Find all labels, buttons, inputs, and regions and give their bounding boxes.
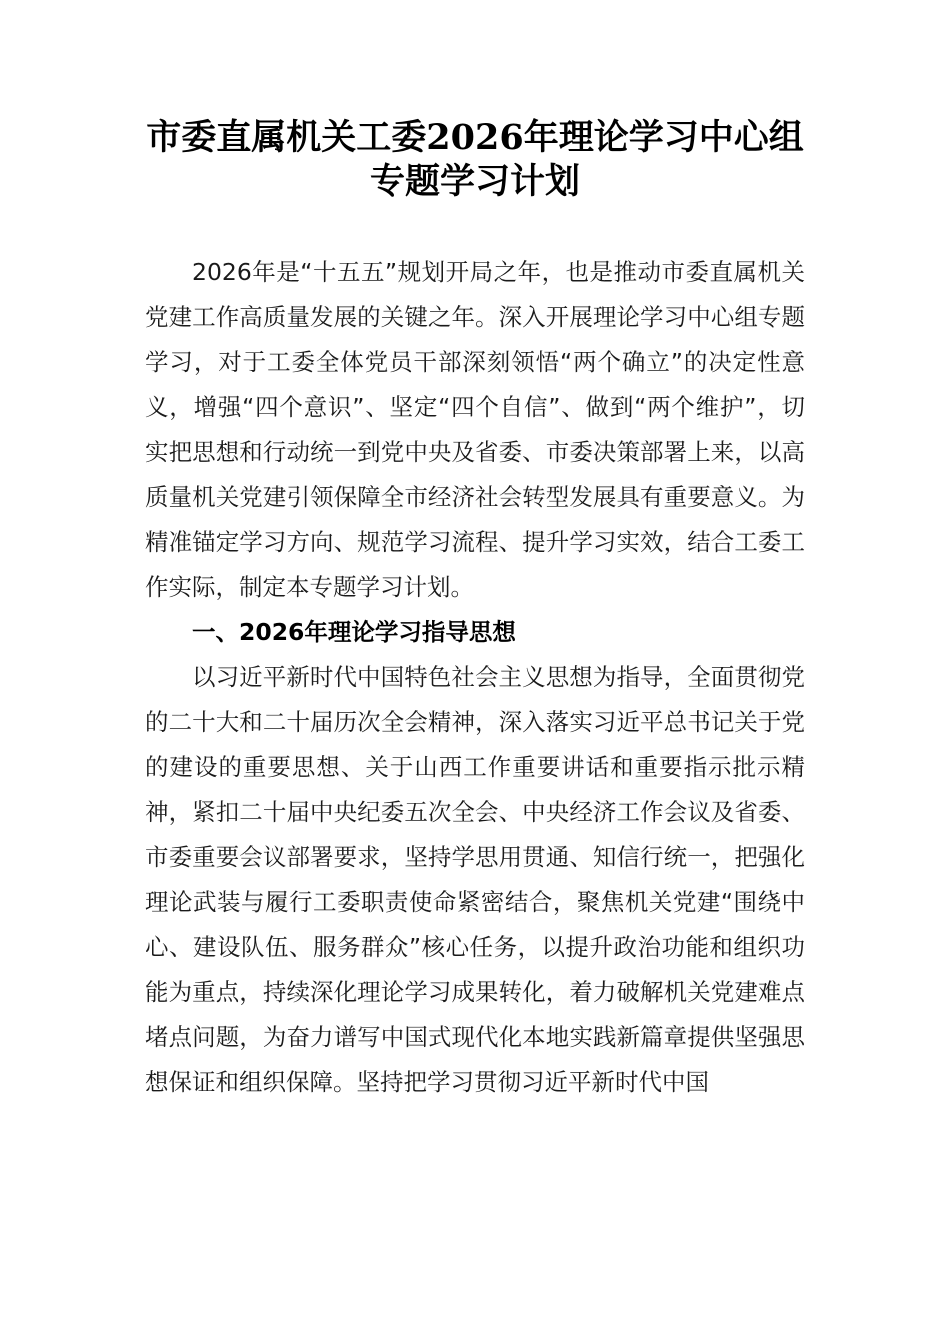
section-1-paragraph: 以习近平新时代中国特色社会主义思想为指导，全面贯彻党的二十大和二十届历次全会精神，深入落实习近平总书记关于党的建设的重要思想、关于山西工作重要讲话和重要指示批示精神，紧扣二十届中央纪委五次全会、中央经济工作会议及省委、市委重要会议部署要求，坚持学思用贯通、知信行统一，把强化理论武装与履行工委职责使命紧密结合，聚焦机关党建“围绕中心、建设队伍、服务群众”核心任务，以提升政治功能和组织功能为重点，持续深化理论学习成果转化，着力破解机关党建难点堵点问题，为奋力谱写中国式现代化本地实践新篇章提供坚强思想保证和组织保障。坚持把学习贯彻习近平新时代中国: [145, 663, 805, 1096]
intro-paragraph: 2026年是“十五五”规划开局之年，也是推动市委直属机关党建工作高质量发展的关键之年。深入开展理论学习中心组专题学习，对于工委全体党员干部深刻领悟“两个确立”的决定性意义，增强“四个意识”、坚定“四个自信”、做到“两个维护”，切实把思想和行动统一到党中央及省委、市委决策部署上来，以高质量机关党建引领保障全市经济社会转型发展具有重要意义。为精准锚定学习方向、规范学习流程、提升学习实效，结合工委工作实际，制定本专题学习计划。: [145, 258, 805, 601]
document-title-line-1: 市委直属机关工委2026年理论学习中心组: [146, 117, 804, 158]
document-body: [145, 250, 805, 1105]
document-title-line-2: 专题学习计划: [369, 161, 580, 202]
section-1-heading: 一、2026年理论学习指导思想: [192, 618, 516, 646]
